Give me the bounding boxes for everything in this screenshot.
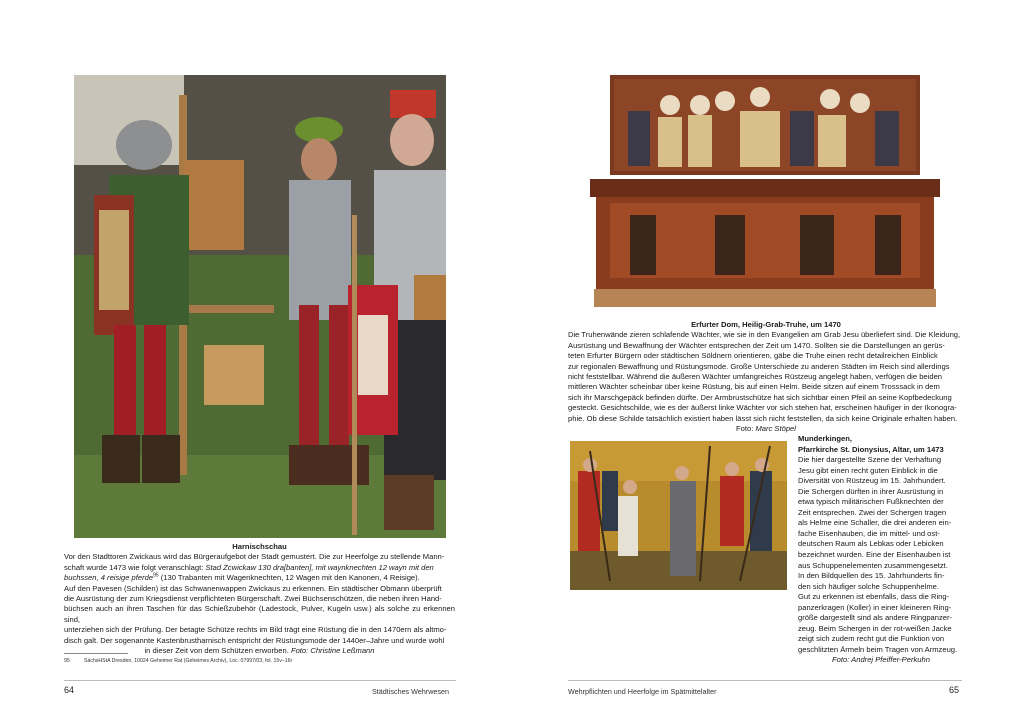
caption-line: mittleren Wächter scheinbar über keine Rüstung, bis auf einen Helm. Beide sitzen auf einem Trosssack in dem	[568, 382, 940, 392]
caption-line: In den Bildquellen des 15. Jahrhunderts fin-	[798, 571, 945, 581]
caption-line: (130 Trabanten mit Wagenknechten, 12 Wagen mit den Kanonen, 4 Reisige).	[158, 573, 420, 583]
caption-line: Die Truhenwände zieren schlafende Wächter, wie sie in den Evangelien am Grab Jesu überliefert sind. Die Kleidung,	[568, 330, 961, 340]
caption-line: aus Schuppenelementen zusammengesetzt.	[798, 560, 948, 570]
caption-line: den sich häufiger solche Schuppenhelme.	[798, 581, 939, 591]
footnote-text: SächsHStA Dresden, 10024 Geheimer Rat (Geheimes Archiv), Loc. 07997/03, fol. 15v–16r	[84, 658, 293, 664]
harnischschau-photo	[74, 75, 446, 538]
caption-line: Die Schergen dürften in ihrer Ausrüstung in	[798, 486, 944, 496]
caption-line: deutschen Raum als Lebkas oder Lebicken	[798, 539, 944, 549]
footer-rule	[568, 680, 962, 681]
caption-line: Gut zu erkennen ist ebenfalls, dass die Ring-	[798, 592, 950, 602]
caption-line: größe dargestellt sind als andere Ringpanzer-	[798, 613, 953, 623]
caption-line: als Helme eine Schaller, die drei anderen ein-	[798, 518, 952, 528]
truhe-caption	[568, 320, 964, 434]
heilig-grab-truhe-photo	[590, 75, 940, 311]
caption-title: Harnischschau	[232, 542, 287, 551]
caption-line: Jesu gibt einen recht guten Einblick in die	[798, 465, 938, 475]
caption-line: fache Eisenhauben, die im mittel- und ost-	[798, 528, 940, 538]
caption-line: nicht feststellbar. Während die äußeren Wächter umfangreiches Rüstzeug angelegt haben, verfügen die beiden	[568, 372, 943, 382]
caption-line: etwa typisch militärischen Fußknechten der	[798, 497, 944, 507]
caption-last-line: in dieser Zeit von dem Schützen erworben. Foto: Christine Leßmann	[144, 646, 375, 656]
munderkingen-caption	[798, 434, 964, 666]
caption-line: geschlitzten Ärmeln beim Tragen von Armzeug.	[798, 644, 958, 654]
caption-quote: Stad Zcwickaw 130 dra[banten], mit waynknechten 12 wayn mit den	[205, 562, 434, 572]
caption-line: Auf den Pavesen (Schilden) ist das Schwanenwappen Zwickaus zu erkennen. Ein städtischer Obmann überprüft	[64, 583, 442, 593]
caption-line: zeug. Beim Schergen in der rot-weißen Jacke	[798, 623, 952, 633]
caption-line: büchsen auch an ihren Taschen für das Schießzubehör (Ladestock, Pulver, Kugeln usw.) als solche zu erkennen sind,	[64, 604, 455, 624]
caption-line: bezeichnet wurden. Eine der Eisenhauben ist	[798, 550, 951, 560]
harnischschau-caption	[64, 542, 455, 656]
footnote-rule	[64, 653, 128, 654]
caption-quote: buchssen, 4 reisige pferde	[64, 573, 154, 583]
footer-rule	[64, 680, 456, 681]
caption-line: Vor den Stadttoren Zwickaus wird das Bürgeraufgebot der Stadt gemustert. Die zur Heerfolge zu stellende Mann-	[64, 552, 445, 562]
footnote-ref[interactable]: 95	[153, 572, 159, 579]
right-page	[512, 0, 1024, 728]
photo-credit: Foto: Andrej Pfeiffer-Perkuhn	[832, 655, 930, 665]
caption-line: gesteckt. Gesichtschilde, wie es der äußerst linke Wächter vor sich stehen hat, erscheinen häufiger in der Ikonogra-	[568, 403, 957, 413]
footnote-number: 95	[64, 658, 70, 664]
caption-line: teten Erfurter Bürgern oder städtischen Söldnern orientieren, gäbe die Truhe einen recht detailreichen Einblick	[568, 351, 938, 361]
running-head: Städtisches Wehrwesen	[372, 687, 449, 696]
munderkingen-altar-photo	[570, 441, 787, 590]
caption-line: Ausrüstung und Bewaffnung der Wächter entsprechen der Zeit um 1470. Sollten sie die Darstellungen an gerüs-	[568, 340, 945, 350]
page-number: 65	[949, 685, 960, 695]
caption-line: zeigt sich zudem recht gut die Funktion von	[798, 634, 945, 644]
caption-line: schaft wurde 1473 wie folgt veranschlagt:	[64, 562, 206, 572]
photo-credit: Foto: Christine Leßmann	[290, 646, 375, 656]
running-head: Wehrpflichten und Heerfolge im Spätmittelalter	[568, 687, 717, 696]
footnote	[64, 658, 444, 664]
caption-line: Die hier dargestellte Szene der Verhaftung	[798, 455, 942, 465]
caption-line: unterziehen sich der Prüfung. Der betagte Schütze rechts im Bild trägt eine Rüstung die in den 1470ern als altmo-	[64, 625, 447, 635]
page-number: 64	[64, 685, 75, 695]
caption-line: sich ihr Marschgepäck befinden dürfte. Der Armbrustschütze hat sich sichtbar einen Pfeil an seine Kopfbedeckung	[568, 392, 952, 402]
caption-line: zur regionalen Bewaffnung und Rüstungsmode. Große Unterschiede zu anderen Städten im Reich sind allerdings	[568, 361, 950, 371]
caption-title: Erfurter Dom, Heilig-Grab-Truhe, um 1470	[691, 320, 841, 329]
caption-line: Zeit entsprechen. Zwei der Schergen tragen	[798, 507, 947, 517]
photo-credit: Foto: Marc Stöpel	[736, 424, 796, 434]
caption-line: die Ausrüstung der zum Kriegsdienst verpflichteten Bürgerschaft. Zwei Büchsenschützen, die neben ihren Hand-	[64, 594, 442, 604]
caption-title-line2: Pfarrkirche St. Dionysius, Altar, um 1473	[798, 444, 944, 454]
caption-line: panzerkragen (Koller) in einer kleineren Ring-	[798, 602, 952, 612]
caption-line: phie. Ob diese Schilde tatsächlich existiert haben lässt sich nicht feststellen, da sich keine Originale erhalten haben.	[568, 413, 958, 423]
caption-title-line1: Munderkingen,	[798, 434, 853, 443]
caption-line: Diversität von Rüstzeug im 15. Jahrhundert.	[798, 476, 946, 486]
caption-line: disch galt. Der sogenannte Kastenbrustharnisch entspricht der Rüstungsmode der 1440er–Jahre und wurde wohl	[64, 635, 445, 645]
